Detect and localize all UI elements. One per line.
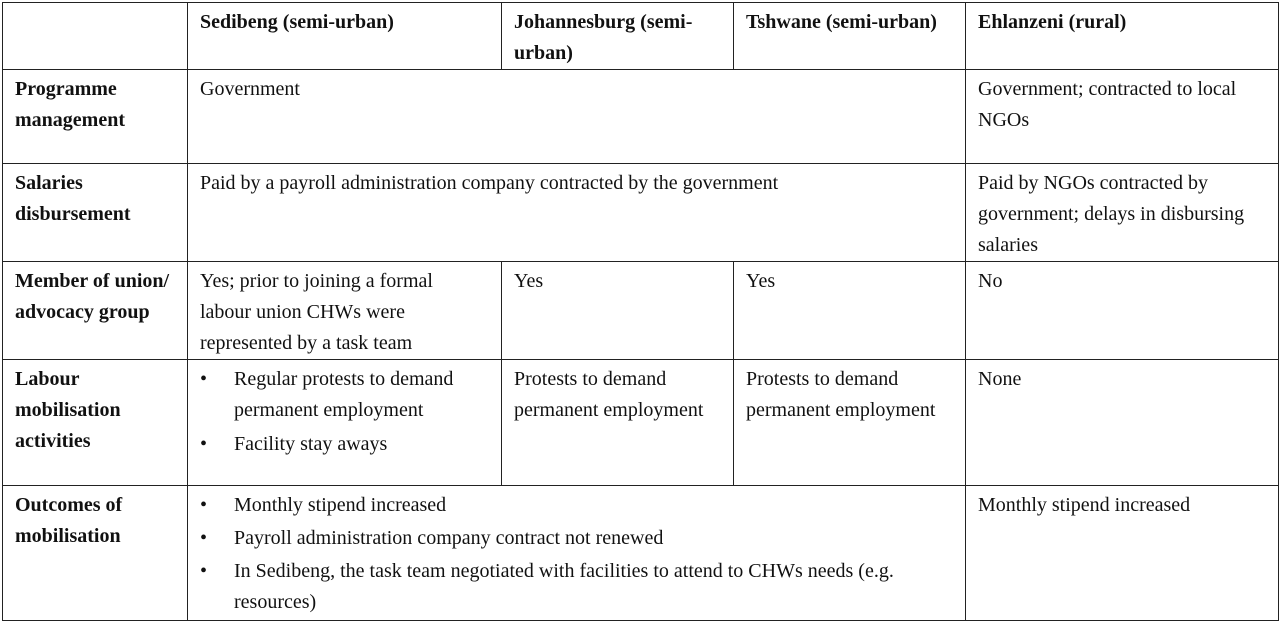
cell-sedibeng bbox=[188, 360, 502, 486]
cell-johannesburg: Protests to demand permanent employment bbox=[502, 360, 734, 486]
list-item: • Regular protests to demand permanent employment bbox=[200, 364, 489, 426]
column-header-tshwane: Tshwane (semi-urban) bbox=[734, 3, 966, 70]
corner-cell bbox=[3, 3, 188, 70]
row-label: Programme management bbox=[3, 70, 188, 164]
cell-ehlanzeni: None bbox=[966, 360, 1279, 486]
header-row bbox=[3, 3, 1279, 70]
cell-urban-districts: Government bbox=[188, 70, 966, 164]
row-label: Member of union/ advocacy group bbox=[3, 262, 188, 360]
cell-tshwane: Protests to demand permanent employment bbox=[734, 360, 966, 486]
row-union-membership bbox=[3, 262, 1279, 360]
cell-ehlanzeni: Paid by NGOs contracted by government; delays in disbursing salaries bbox=[966, 164, 1279, 262]
cell-urban-districts: Paid by a payroll administration company contracted by the government bbox=[188, 164, 966, 262]
cell-ehlanzeni: Monthly stipend increased bbox=[966, 486, 1279, 621]
row-label: Outcomes of mobilisation bbox=[3, 486, 188, 621]
list-item: • In Sedibeng, the task team negotiated with facilities to attend to CHWs needs (e.g. resources) bbox=[200, 556, 953, 618]
list-item: • Payroll administration company contract not renewed bbox=[200, 523, 953, 554]
row-outcomes bbox=[3, 486, 1279, 621]
column-header-sedibeng: Sedibeng (semi-urban) bbox=[188, 3, 502, 70]
row-programme-management bbox=[3, 70, 1279, 164]
cell-ehlanzeni: Government; contracted to local NGOs bbox=[966, 70, 1279, 164]
comparison-table bbox=[2, 2, 1279, 621]
cell-ehlanzeni: No bbox=[966, 262, 1279, 360]
cell-johannesburg: Yes bbox=[502, 262, 734, 360]
row-salaries-disbursement bbox=[3, 164, 1279, 262]
list-item: • Facility stay aways bbox=[200, 429, 489, 460]
cell-sedibeng: Yes; prior to joining a formal labour union CHWs were represented by a task team bbox=[188, 262, 502, 360]
cell-tshwane: Yes bbox=[734, 262, 966, 360]
row-labour-mobilisation bbox=[3, 360, 1279, 486]
column-header-johannesburg: Johannesburg (semi-urban) bbox=[502, 3, 734, 70]
column-header-ehlanzeni: Ehlanzeni (rural) bbox=[966, 3, 1279, 70]
row-label: Labour mobilisation activities bbox=[3, 360, 188, 486]
row-label: Salaries disbursement bbox=[3, 164, 188, 262]
bullet-list bbox=[200, 364, 489, 460]
list-item: • Monthly stipend increased bbox=[200, 490, 953, 521]
bullet-list bbox=[200, 490, 953, 618]
cell-urban-districts bbox=[188, 486, 966, 621]
